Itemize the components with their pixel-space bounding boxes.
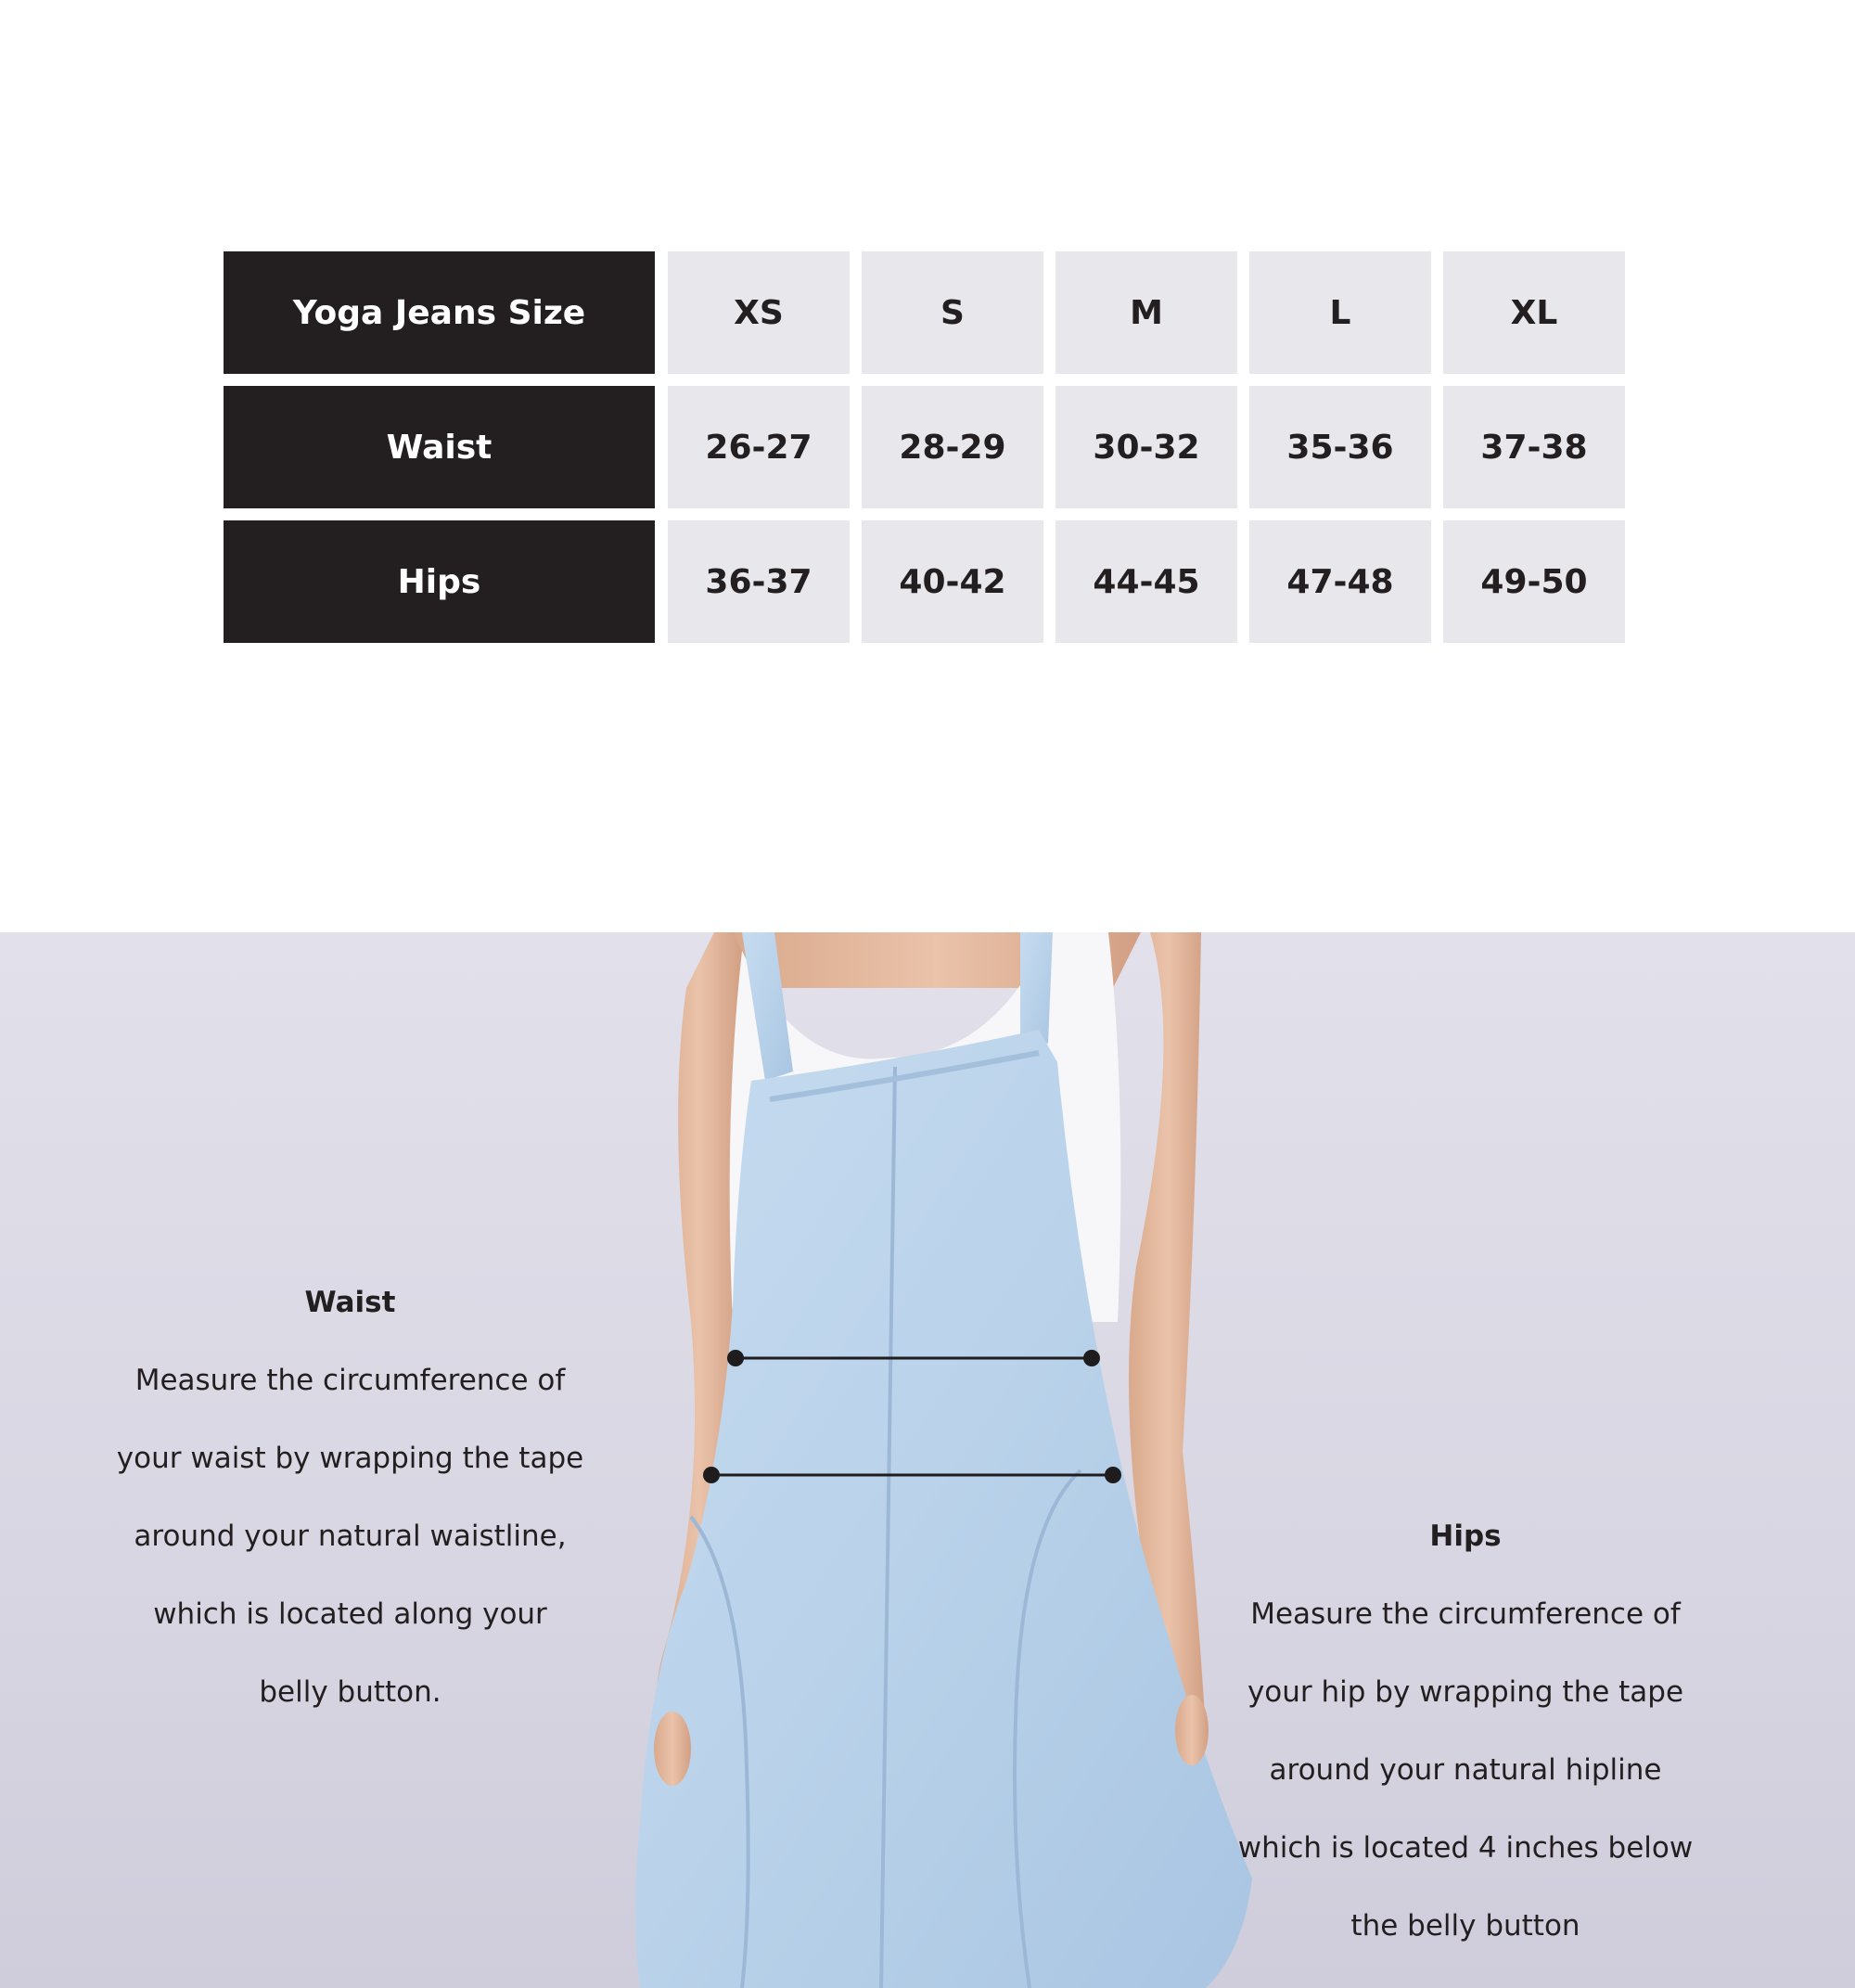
hips-l: 47-48 (1249, 520, 1431, 643)
size-header-label: Yoga Jeans Size (224, 251, 655, 374)
hips-line: around your natural hipline (1269, 1753, 1662, 1787)
size-l: L (1249, 251, 1431, 374)
hips-text (1206, 1556, 1725, 1945)
size-xs: XS (668, 251, 850, 374)
waist-m: 30-32 (1055, 386, 1237, 508)
waist-line: Measure the circumference of (134, 1364, 566, 1397)
hips-xl: 49-50 (1443, 520, 1625, 643)
right-strap (1020, 932, 1053, 1044)
waist-row-label: Waist (224, 386, 655, 508)
waist-instructions (88, 1283, 612, 1712)
size-xl: XL (1443, 251, 1625, 374)
hips-m: 44-45 (1055, 520, 1237, 643)
hips-s: 40-42 (862, 520, 1043, 643)
waist-l: 35-36 (1249, 386, 1431, 508)
waist-line: around your natural waistline, (134, 1520, 567, 1553)
hips-line: Measure the circumference of (1250, 1597, 1681, 1631)
hips-instructions (1206, 1517, 1725, 1945)
waist-text (88, 1322, 612, 1712)
hips-line: which is located 4 inches below (1237, 1831, 1694, 1865)
waist-s: 28-29 (862, 386, 1043, 508)
size-row (224, 251, 1625, 374)
size-m: M (1055, 251, 1237, 374)
hips-xs: 36-37 (668, 520, 850, 643)
right-hand (1175, 1695, 1209, 1765)
waist-row (224, 386, 1625, 508)
size-s: S (862, 251, 1043, 374)
size-chart-table (224, 251, 1625, 655)
hips-line: your hip by wrapping the tape (1247, 1675, 1684, 1709)
waist-line: which is located along your (153, 1597, 547, 1631)
waist-xs: 26-27 (668, 386, 850, 508)
waist-xl: 37-38 (1443, 386, 1625, 508)
hips-row-label: Hips (224, 520, 655, 643)
waist-title: Waist (304, 1286, 396, 1319)
hips-row (224, 520, 1625, 643)
hips-line: the belly button (1350, 1909, 1580, 1943)
left-hand (654, 1712, 691, 1786)
hips-title: Hips (1429, 1520, 1502, 1553)
measurement-guide (0, 932, 1855, 1988)
waist-line: your waist by wrapping the tape (116, 1442, 584, 1475)
waist-line: belly button. (259, 1675, 441, 1709)
